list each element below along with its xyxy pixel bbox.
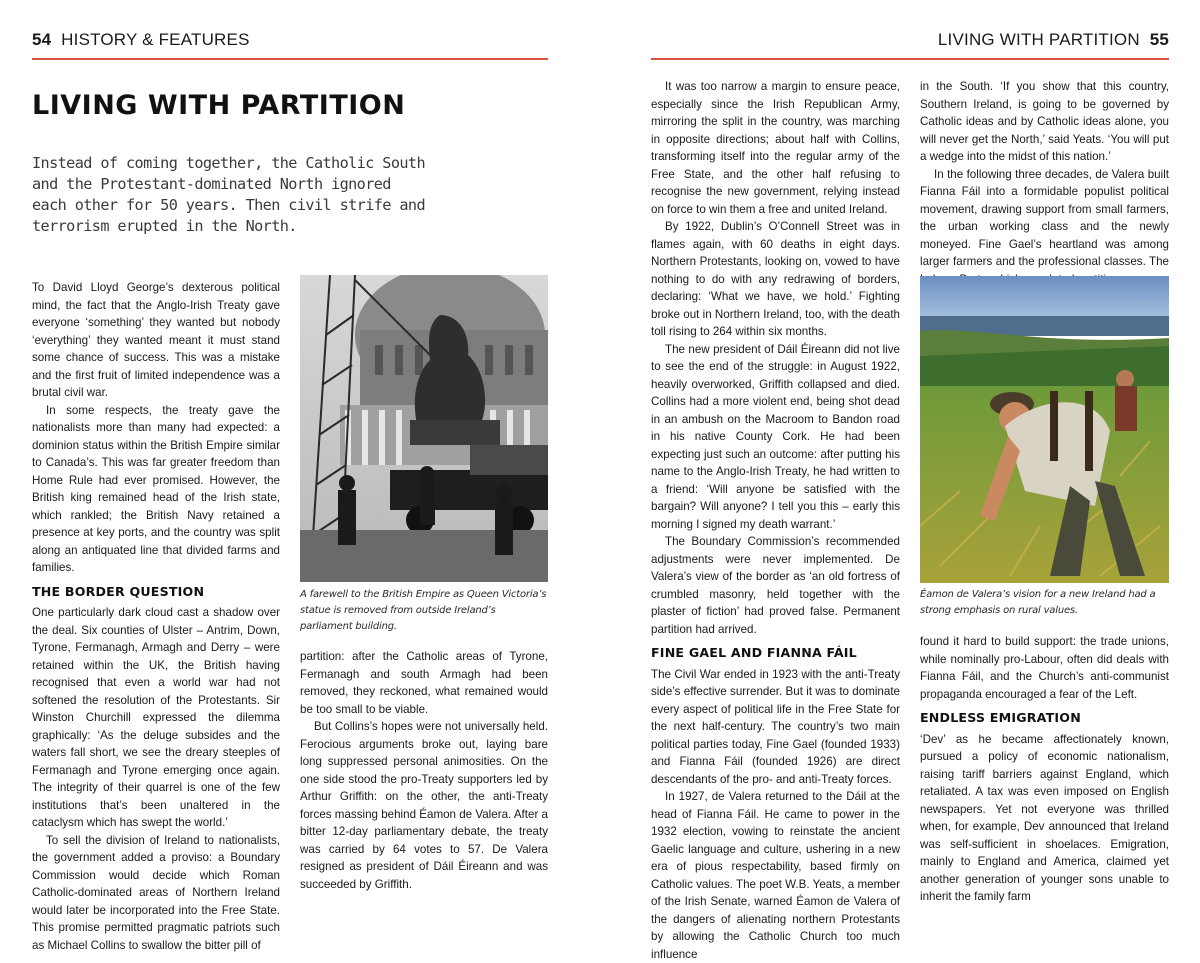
right-section-label: LIVING WITH PARTITION	[937, 30, 1140, 49]
paragraph: In 1927, de Valera returned to the Dáil at the head of Fianna Fáil. He came to power in the 1932 election, vowing to reinstate the ancient Gaelic language and culture, ushering in a new era of pious respectability, based firmly on Catholic values. The poet W.B. Yeats, a member of the Irish Senate, warned Éamon de Valera of the dangers of alienating northern Protestants by allowing the Catholic Church too much influence	[651, 790, 900, 961]
left-section-label: HISTORY & FEATURES	[61, 30, 250, 49]
paragraph: In the following three decades, de Valera built Fianna Fáil into a formidable populist political movement, drawing support from small farmers, the urban working class and the newly moneyed. Fine Gael’s heartland was among larger farmers and the professional classes. The	[920, 167, 1169, 268]
paragraph: partition: after the Catholic areas of Tyrone, Fermanagh and south Armagh had been removed, they reckoned, what remained would be too small to be viable.	[300, 650, 548, 716]
left-column-1	[32, 279, 280, 954]
standfirst: Instead of coming together, the Catholic South and the Protestant-dominated North ignored each other for 50 years. Then civil strife and terrorism erupted in the North.	[32, 154, 426, 235]
left-header-rule	[32, 58, 548, 60]
left-running-head	[32, 30, 250, 50]
left-folio: 54	[32, 30, 52, 49]
section-heading-border-question: THE BORDER QUESTION	[32, 583, 205, 599]
left-column-2	[300, 648, 548, 893]
farm-workers-photo	[920, 276, 1169, 583]
paragraph: By 1922, Dublin’s O’Connell Street was in flames again, with 60 deaths in eight days. Northern Protestants, looking on, vowed to have nothing to do with any redrawing of borders, declaring: ‘What we have, we hold.’ Fighting broke out in Northern Ireland, too, with the death toll rising to 264 within six months.	[651, 220, 900, 338]
right-folio: 55	[1149, 30, 1169, 49]
paragraph: The Boundary Commission’s recommended adjustments were never implemented. De Valera’s view of the border as ‘an old fortress of crumbled masonry, held together with the plaster of fiction’ had proved false. Permanent partition had arrived.	[651, 535, 900, 636]
article-title: LIVING WITH PARTITION	[32, 90, 406, 121]
paragraph: The Civil War ended in 1923 with the anti-Treaty side’s effective surrender. But it was to dominate every aspect of political life in the Free State for the next half-century. The country’s two main political parties today, Fine Gael (founded 1933) and Fianna Fáil (founded 1926) are direct descendants of the pro- and anti-Treaty forces.	[651, 667, 900, 786]
right-column-2-top	[920, 78, 1169, 288]
left-photo-caption: A farewell to the British Empire as Queen Victoria’s statue is removed from outside Ireland’s parliament building.	[300, 589, 547, 632]
section-heading-endless-emigration: ENDLESS EMIGRATION	[920, 710, 1081, 725]
paragraph: The new president of Dáil Éireann did not live to see the end of the struggle: in August 1922, heavily overworked, Griffith collapsed and died. Collins had a more violent end, being shot dead in an ambush on the Macroom to Bandon road in his native County Cork. He had been expecting just such an outcome: after putting his name to the Anglo-Irish Treaty, he had written to a friend: ‘Will anyone be satisfied with the bargain? Will anyone? I tell you this – early this morning I signed my death warrant.’	[651, 342, 900, 531]
statue-removal-photo	[300, 275, 548, 582]
right-column-1	[651, 78, 900, 963]
paragraph: But Collins’s hopes were not universally held. Ferocious arguments broke out, laying bare long suppressed personal animosities. On the one side stood the pro-Treaty supporters led by Arthur Griffith: on the other, the anti-Treaty forces massing behind Éamon de Valera. After a bitter 12-day parliamentary debate, the treaty was carried by 64 votes to 57. De Valera resigned as president of Dáil Éireann and was succeeded by Griffith.	[300, 720, 548, 891]
paragraph: It was too narrow a margin to ensure peace, especially since the Irish Republican Army, mirroring the split in the country, was marching in opposite directions; about half with Collins, transforming itself into the regular army of the Free State, and the other half refusing to recognise the new government, relying instead on force to win them a free and united Ireland.	[651, 80, 900, 216]
paragraph: One particularly dark cloud cast a shadow over the deal. Six counties of Ulster – Antrim, Down, Tyrone, Fermanagh, Armagh and Derry – were retained within the UK, the British having recognised that even a world war had not softened the resolution of the Protestants. Sir Winston Churchill expressed the dilemma graphically: ‘As the deluge subsides and the waters fall short, we see the dreary steeples of Fermanagh and Tyrone emerging once again. The integrity of their quarrel is one of the few institutions that’s been unaltered in the cataclysm which has swept the world.’	[32, 606, 280, 829]
paragraph: To David Lloyd George’s dexterous political mind, the fact that the Anglo-Irish Treaty gave everyone ‘something’ they wanted but nobody ‘everything’ they wanted meant it must stand some chance of success. This was a mistake and the first fruit of limited independence was a brutal civil war.	[32, 281, 280, 399]
section-heading-fine-gael: FINE GAEL AND FIANNA FÁIL	[651, 645, 857, 660]
paragraph: in the South. ‘If you show that this country, Southern Ireland, is going to be governed by Catholic ideas and by Catholic ideas alone, you will never get the North,’ said Yeats. ‘You will put a wedge into the midst of this nation.’	[920, 80, 1169, 163]
right-running-head	[938, 30, 1169, 50]
right-photo-caption: Éamon de Valera’s vision for a new Ireland had a strong emphasis on rural values.	[920, 589, 1156, 616]
farm-workers-photo-graphic	[920, 276, 1169, 583]
right-column-2-bottom	[920, 633, 1169, 906]
statue-removal-photo-graphic	[300, 275, 548, 582]
right-header-rule	[651, 58, 1169, 60]
paragraph: found it hard to build support: the trade unions, while nominally pro-Labour, often did deals with Fianna Fáil, and the Church’s anti-communist propaganda encouraged a fear of the Left.	[920, 635, 1169, 701]
paragraph: To sell the division of Ireland to nationalists, the government added a proviso: a Boundary Commission would decide which Roman Catholic-dominated areas of Northern Ireland would later be incorporated into the Free State. This promise permitted pragmatic patriots such as Michael Collins to swallow the bitter pill of	[32, 833, 280, 952]
paragraph: ‘Dev’ as he became affectionately known, pursued a policy of economic nationalism, raising tariff barriers against England, which retaliated. A tax was even imposed on English newspapers. Yet not everyone was thrilled when, for example, Dev announced that Ireland was self-sufficient in shoelaces. Emigration, mainly to England and America, claimed yet another generation of younger sons unable to inherit the family farm	[920, 732, 1169, 903]
paragraph: In some respects, the treaty gave the nationalists more than many had expected: a dominion status within the British Empire similar to Canada’s. This was far greater freedom than Home Rule had ever promised. However, the British king remained head of the Irish state, which rankled; the British Navy retained a presence at key ports, and the country was split along an antiquated line that divided farms and families.	[32, 403, 280, 574]
